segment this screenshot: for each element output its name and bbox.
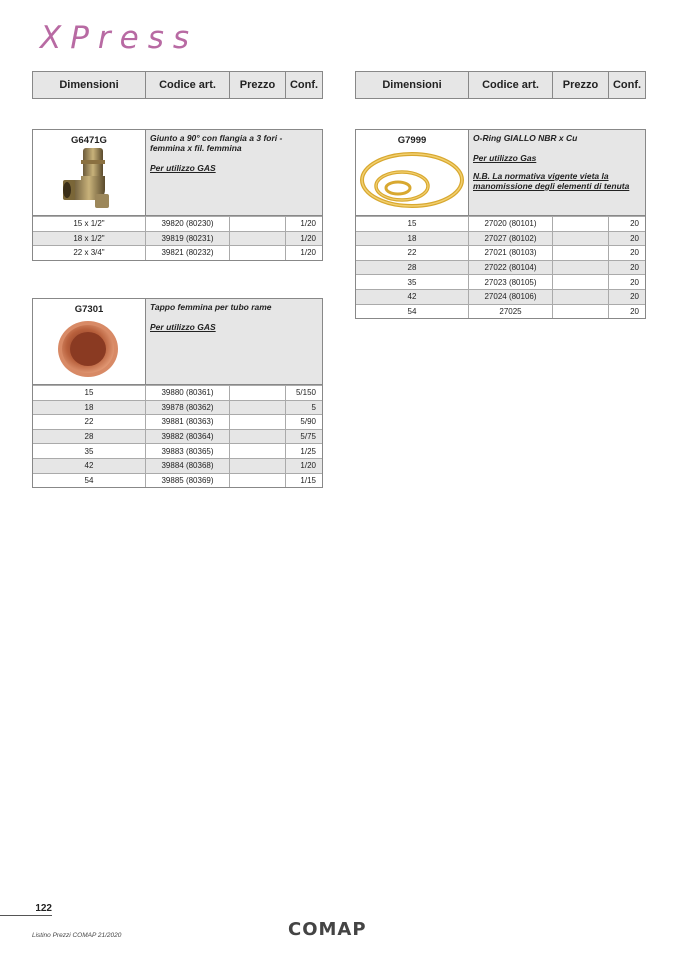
product-description: Giunto a 90° con flangia a 3 fori - femmina x fil. femmina: [150, 133, 283, 153]
table-row: 22 x 3/4" 39821 (80232) 1/20: [33, 245, 322, 260]
table-row: 35 27023 (80105) 20: [356, 274, 645, 289]
comap-logo: COMAP: [288, 919, 367, 940]
product-g7999: [355, 129, 646, 319]
header-dimensioni: Dimensioni: [356, 72, 469, 98]
table-row: 18 27027 (80102) 20: [356, 231, 645, 246]
header-conf: Conf.: [609, 72, 645, 98]
table-row: 54 39885 (80369) 1/15: [33, 473, 322, 488]
product-code: G7301: [74, 304, 104, 315]
product-note: Per utilizzo Gas: [473, 153, 537, 163]
table-row: 28 39882 (80364) 5/75: [33, 429, 322, 444]
product-note: Per utilizzo GAS: [150, 322, 216, 332]
header-conf: Conf.: [286, 72, 322, 98]
cap-fitting-image: [53, 315, 123, 379]
header-codice: Codice art.: [469, 72, 553, 98]
column-header-right: [355, 71, 646, 99]
table-row: 42 39884 (80368) 1/20: [33, 458, 322, 473]
table-row: 35 39883 (80365) 1/25: [33, 443, 322, 458]
product-g6471g: [32, 129, 323, 261]
header-dimensioni: Dimensioni: [33, 72, 146, 98]
table-row: 54 27025 20: [356, 304, 645, 319]
header-prezzo: Prezzo: [553, 72, 609, 98]
product-warning: N.B. La normativa vigente vieta la manomissione degli elementi di tenuta: [473, 171, 630, 191]
product-g7301: [32, 298, 323, 488]
table-row: 15 x 1/2" 39820 (80230) 1/20: [33, 216, 322, 231]
header-codice: Codice art.: [146, 72, 230, 98]
product-code: G6471G: [71, 135, 107, 146]
table-row: 22 39881 (80363) 5/90: [33, 414, 322, 429]
elbow-fitting-image: [59, 146, 119, 212]
brand-title: XPress: [40, 20, 199, 56]
table-row: 15 27020 (80101) 20: [356, 216, 645, 231]
table-row: 15 39880 (80361) 5/150: [33, 385, 322, 400]
product-code: G7999: [397, 135, 427, 146]
page-number: 122: [0, 903, 52, 916]
product-description: O-Ring GIALLO NBR x Cu: [473, 133, 578, 143]
product-note: Per utilizzo GAS: [150, 163, 216, 173]
table-row: 28 27022 (80104) 20: [356, 260, 645, 275]
o-ring-image: [358, 146, 466, 212]
table-row: 22 27021 (80103) 20: [356, 245, 645, 260]
footer-text: Listino Prezzi COMAP 21/2020: [32, 932, 122, 939]
table-row: 18 39878 (80362) 5: [33, 400, 322, 415]
product-description: Tappo femmina per tubo rame: [150, 302, 272, 312]
table-row: 42 27024 (80106) 20: [356, 289, 645, 304]
header-prezzo: Prezzo: [230, 72, 286, 98]
table-row: 18 x 1/2" 39819 (80231) 1/20: [33, 231, 322, 246]
column-header-left: [32, 71, 323, 99]
